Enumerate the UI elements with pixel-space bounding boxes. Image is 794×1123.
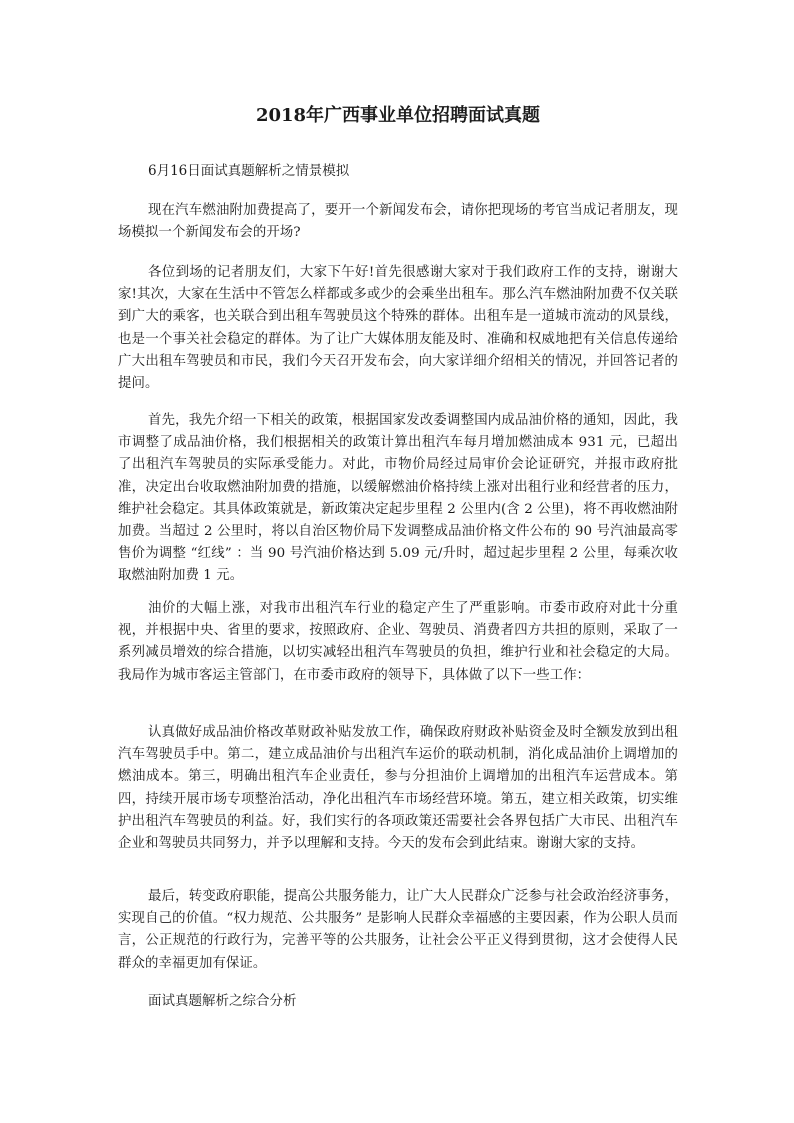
section-heading-analysis: 面试真题解析之综合分析 bbox=[148, 993, 297, 1009]
body-paragraph-2: 首先，我先介绍一下相关的政策，根据国家发改委调整国内成品油价格的通知，因此，我市调整了成品油价格，我们根据相关的政策计算出租汽车每月增加燃油成本 931 元，已超出了出租汽车驾驶员的实际承受能力。对此，市物价局经过局审价会论证研究，并报市政府批准，决定出台收取燃油附加费的措施，以缓解燃油价格持续上涨对出租行业和经营者的压力，维护社会稳定。其具体政策就是，新政策决定起步里程 2 公里内(含 2 公里)，将不再收燃油附加费。当超过 2 公里时，将以自治区物价局下发调整成品油价格文件公布的 90 号汽油最高零售价为调整 “红线” ：当 90 号汽油价格达到 5.09 元/升时，超过起步里程 2 公里，每乘次收取燃油附加费 1 元。 bbox=[118, 413, 678, 584]
document-title: 2018年广西事业单位招聘面试真题 bbox=[255, 105, 541, 126]
question-paragraph: 现在汽车燃油附加费提高了，要开一个新闻发布会，请你把现场的考官当成记者朋友，现场模拟一个新闻发布会的开场? bbox=[118, 203, 678, 241]
section-heading-scenario: 6月16日面试真题解析之情景模拟 bbox=[148, 163, 350, 179]
body-paragraph-1: 各位到场的记者朋友们，大家下午好!首先很感谢大家对于我们政府工作的支持，谢谢大家!其次，大家在生活中不管怎么样都或多或少的会乘坐出租车。那么汽车燃油附加费不仅关联到广大的乘客，也关联合到出租车驾驶员这个特殊的群体。出租车是一道城市流动的风景线，也是一个事关社会稳定的群体。为了让广大媒体朋友能及时、准确和权威地把有关信息传递给广大出租车驾驶员和市民，我们今天召开发布会，向大家详细介绍相关的情况，并回答记者的提问。 bbox=[118, 265, 678, 392]
body-paragraph-5: 最后，转变政府职能，提高公共服务能力，让广大人民群众广泛参与社会政治经济事务，实现自己的价值。“权力规范、公共服务” 是影响人民群众幸福感的主要因素，作为公职人员而言，公正规范的行政行为，完善平等的公共服务，让社会公平正义得到贯彻，这才会使得人民群众的幸福更加有保证。 bbox=[118, 889, 678, 971]
body-paragraph-3: 油价的大幅上涨，对我市出租汽车行业的稳定产生了严重影响。市委市政府对此十分重视，并根据中央、省里的要求，按照政府、企业、驾驶员、消费者四方共担的原则，采取了一系列减员增效的综合措施，以切实减轻出租汽车驾驶员的负担，维护行业和社会稳定的大局。我局作为城市客运主管部门，在市委市政府的领导下，具体做了以下一些工作： bbox=[118, 601, 678, 683]
body-paragraph-4: 认真做好成品油价格改革财政补贴发放工作，确保政府财政补贴资金及时全额发放到出租汽车驾驶员手中。第二，建立成品油价与出租汽车运价的联动机制，消化成品油价上调增加的燃油成本。第三，明确出租汽车企业责任，参与分担油价上调增加的出租汽车运营成本。第四，持续开展市场专项整治活动，净化出租汽车市场经营环境。第五，建立相关政策，切实维护出租汽车驾驶员的利益。好，我们实行的各项政策还需要社会各界包括广大市民、出租汽车企业和驾驶员共同努力，并予以理解和支持。今天的发布会到此结束。谢谢大家的支持。 bbox=[118, 725, 678, 852]
